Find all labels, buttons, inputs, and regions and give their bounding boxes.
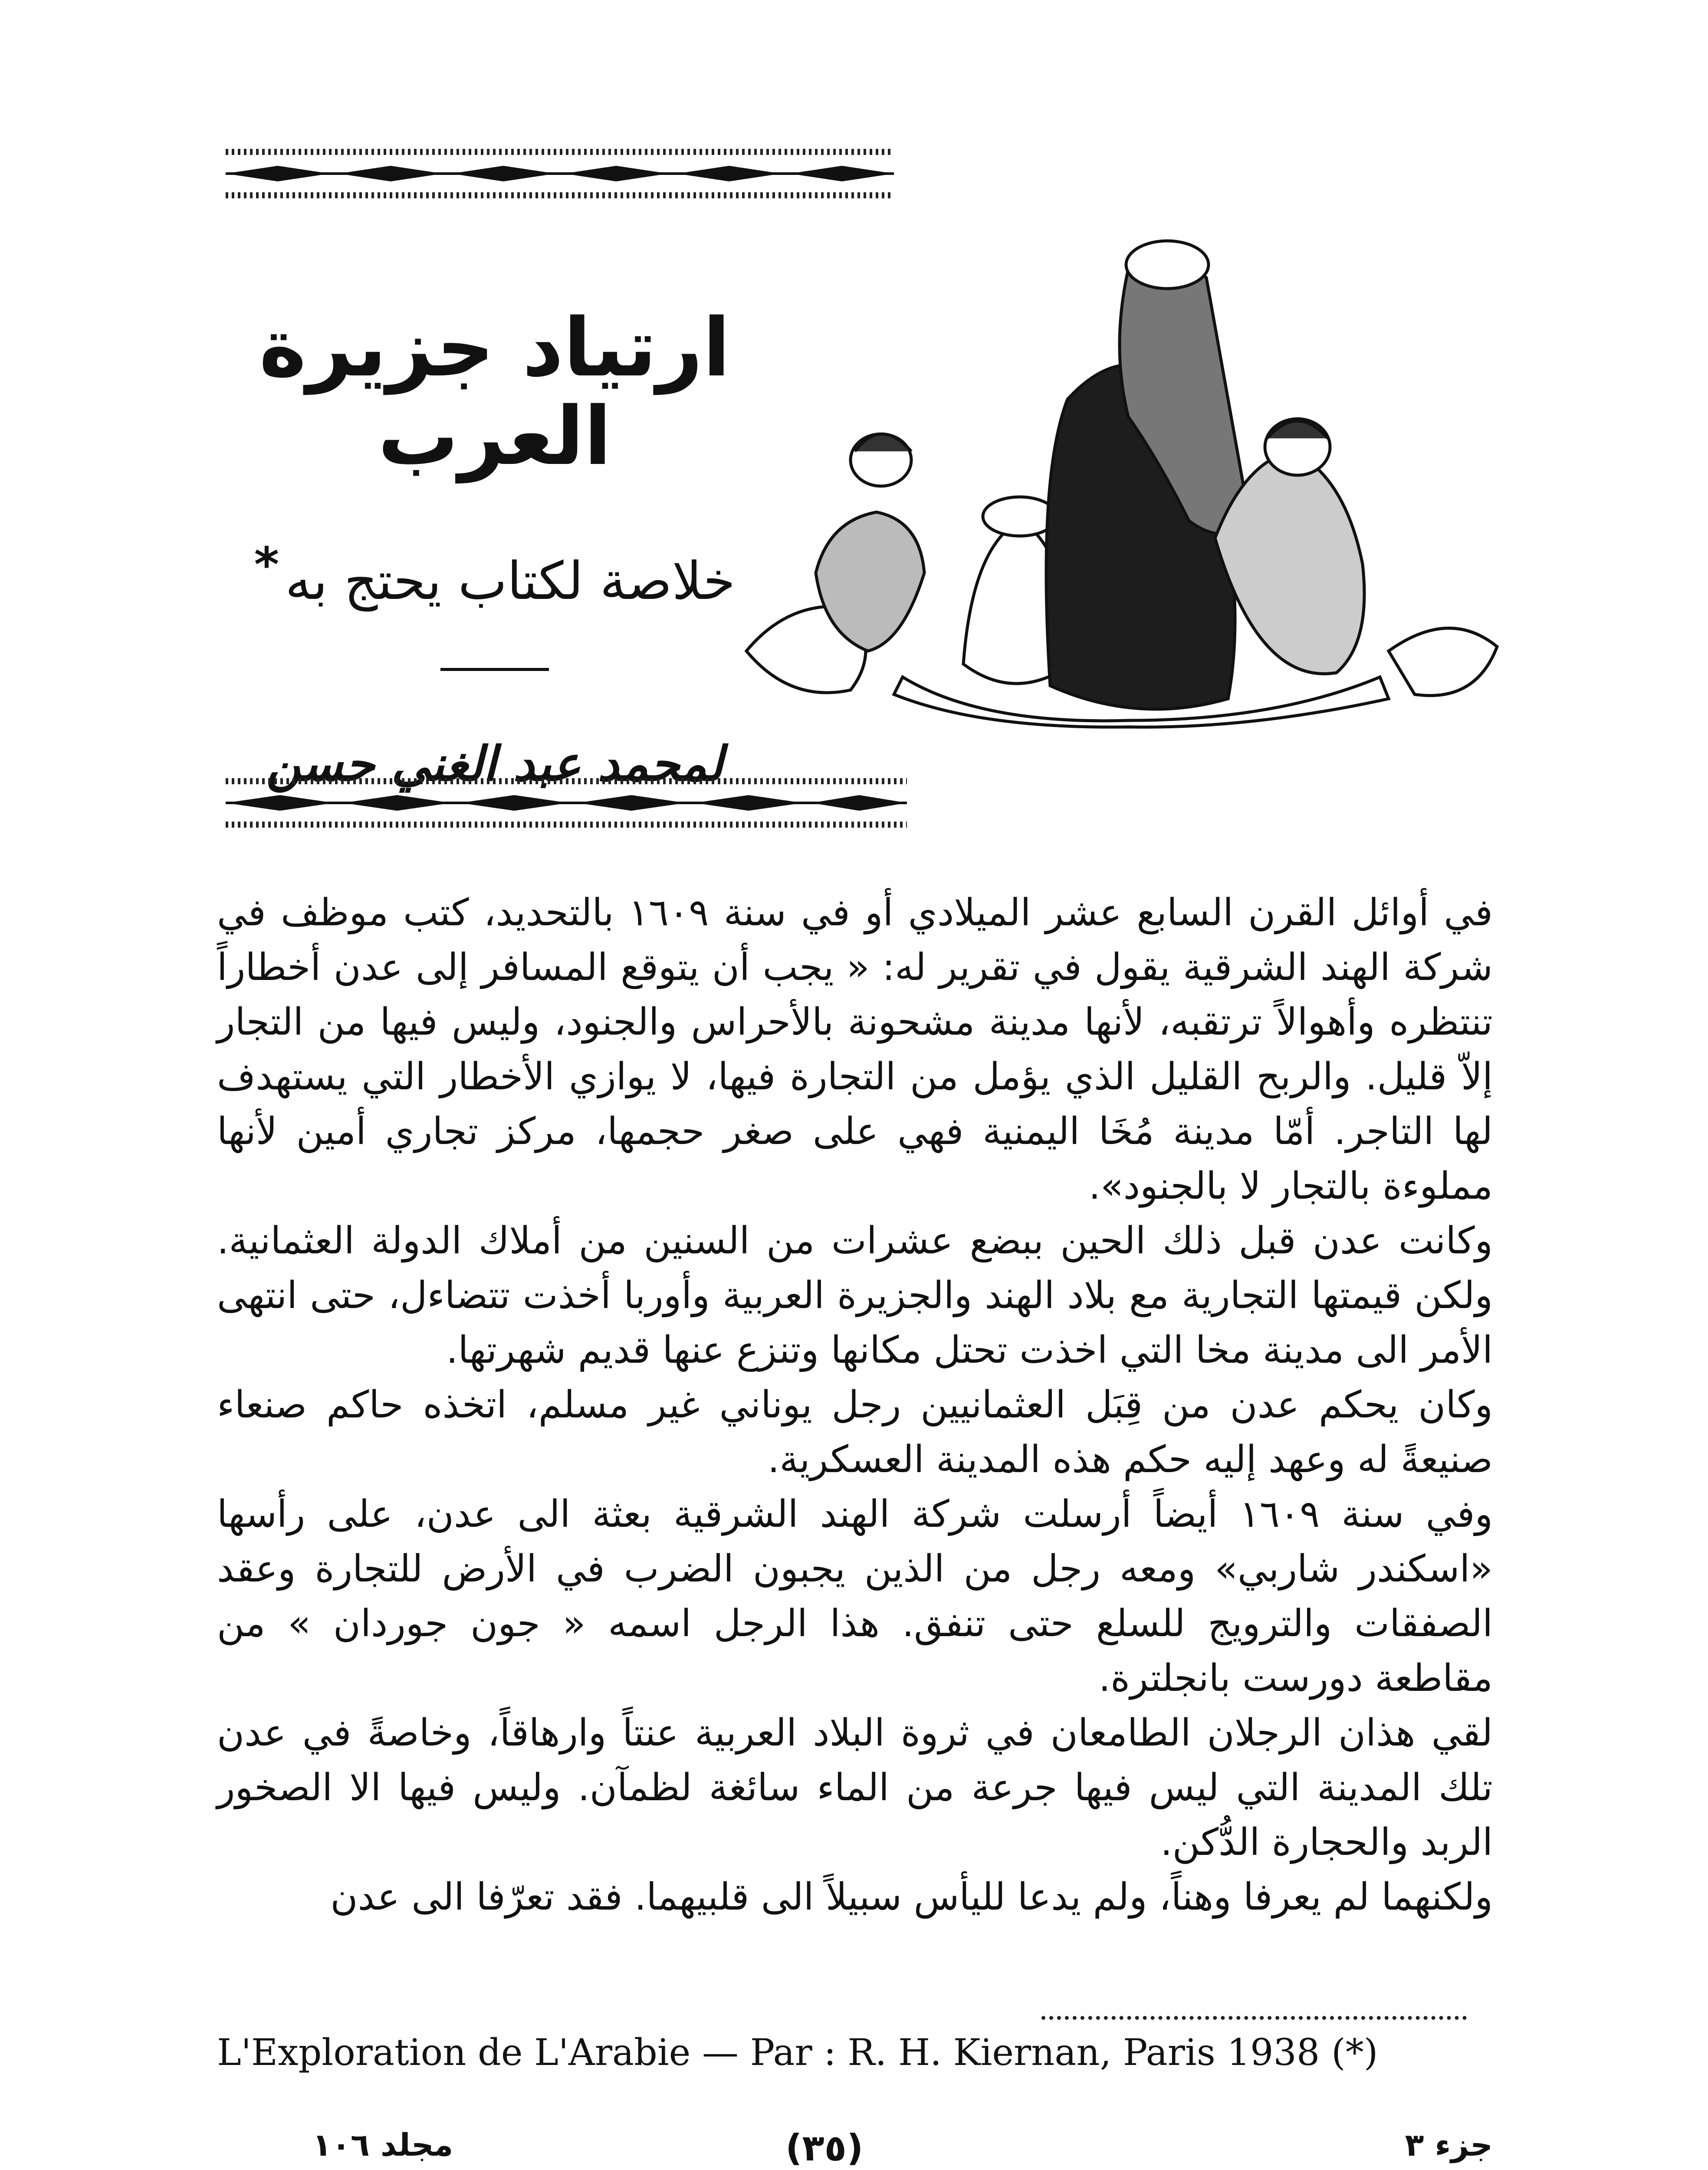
subtitle-text: خلاصة لكتاب يحتج به <box>285 551 736 612</box>
paragraph: ولكنهما لم يعرفا وهناً، ولم يدعا لليأس سبيلاً الى قلبيهما. فقد تعرّفا الى عدن <box>330 1875 1493 1919</box>
bottom-ornament-border <box>0 773 1708 838</box>
footnote: L'Exploration de L'Arabie — Par : R. H. Kiernan, Paris 1938 (*) <box>217 2031 1378 2074</box>
volume-number: مجلد ١٠٦ <box>312 2127 453 2163</box>
article-author: لمحمد عبد الغني حسن <box>266 736 723 792</box>
article-subtitle <box>217 537 772 612</box>
paragraph: لقي هذان الرجلان الطامعان في ثروة البلاد العربية عنتاً وارهاقاً، وخاصةً في عدن تلك المدينة التي ليس فيها جرعة من الماء سائغة لظمآن. وليس فيها الا الصخور الربد والحجارة الدُّكن. <box>217 1711 1493 1864</box>
title-block <box>217 301 772 792</box>
footnote-separator <box>1041 2016 1467 2020</box>
footnote-mark: * <box>254 537 279 592</box>
paragraph: وكان يحكم عدن من قِبَل العثمانيين رجل يوناني غير مسلم، اتخذه حاكم صنعاء صنيعةً له وعهد إليه حكم هذه المدينة العسكرية. <box>217 1383 1493 1481</box>
paragraph: وكانت عدن قبل ذلك الحين ببضع عشرات من السنين من أملاك الدولة العثمانية. ولكن قيمتها التجارية مع بلاد الهند والجزيرة العربية وأوربا أخذت تتضاءل، حتى انتهى الأمر الى مدينة مخا التي اخذت تحتل مكانها وتنزع عنها قديم شهرتها. <box>217 1219 1493 1372</box>
top-ornament-border <box>0 143 1708 208</box>
title-divider <box>440 668 549 671</box>
page-number: (٣٥) <box>785 2127 864 2169</box>
article-title: ارتياد جزيرة العرب <box>259 301 730 483</box>
page-footer <box>217 2127 1493 2170</box>
arab-figures-illustration <box>738 217 1506 729</box>
part-number: جزء ٣ <box>1405 2127 1493 2163</box>
article-body <box>217 885 1493 1924</box>
paragraph: في أوائل القرن السابع عشر الميلادي أو في سنة ١٦٠٩ بالتحديد، كتب موظف في شركة الهند الشرقية يقول في تقرير له: « يجب أن يتوقع المسافر إلى عدن أخطاراً تنتظره وأهوالاً ترتقبه، لأنها مدينة مشحونة بالأحراس والجنود، وليس فيها من التجار إلاّ قليل. والربح القليل الذي يؤمل من التجارة فيها، لا يوازي الأخطار التي يستهدف لها التاجر. أمّا مدينة مُخَا اليمنية فهي على صغر حجمها، مركز تجاري أمين لأنها مملوءة بالتجار لا بالجنود». <box>217 891 1493 1208</box>
paragraph: وفي سنة ١٦٠٩ أيضاً أرسلت شركة الهند الشرقية بعثة الى عدن، على رأسها «اسكندر شاربي» ومعه رجل من الذين يجبون الضرب في الأرض للتجارة وعقد الصفقات والترويج للسلع حتى تنفق. هذا الرجل اسمه « جون جوردان » من مقاطعة دورست بانجلترة. <box>217 1493 1493 1700</box>
